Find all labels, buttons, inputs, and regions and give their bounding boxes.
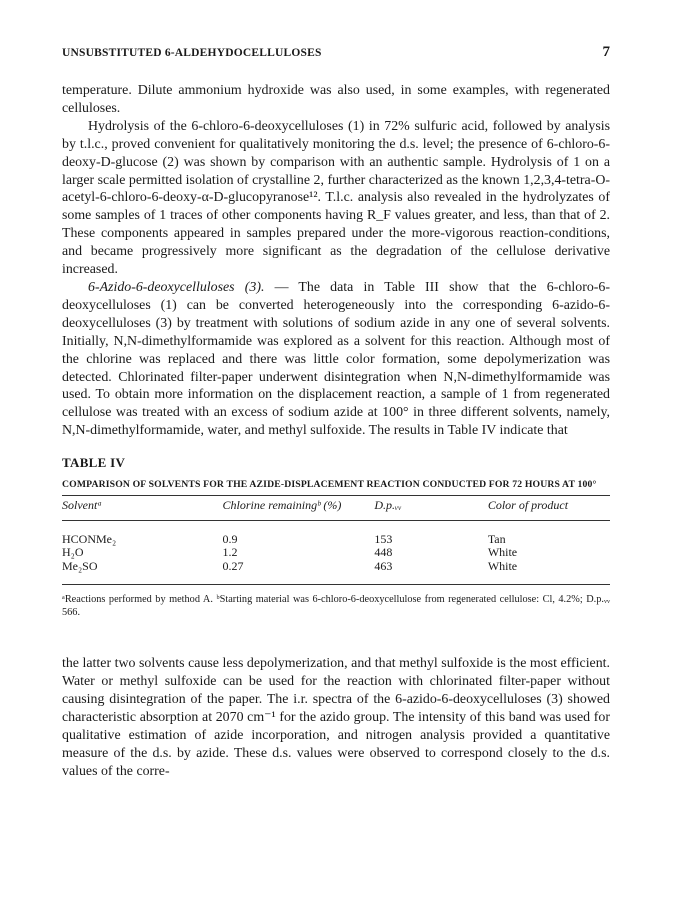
page-number: 7 [602, 44, 610, 60]
body-text-continued [62, 655, 610, 780]
paragraph-4: the latter two solvents cause less depolymerization, and that methyl sulfoxide is the most efficient. Water or methyl sulfoxide can be used for the reaction with chlorinated filter-paper without causing disintegration of the paper. The i.r. spectra of the 6-azido-6-deoxycelluloses (3) showed characteristic absorption at 2070 cm⁻¹ for the azido group. The intensity of this band was used for qualitative estimation of azide incorporation, and nitrogen analysis provided a quantitative measure of the d.s. by azide. These d.s. values were observed to correspond closely to the d.s. values of the corre- [62, 656, 610, 779]
page-header [62, 44, 610, 64]
body-text [62, 82, 610, 440]
cell-solvent: H₂O [62, 545, 84, 560]
cell-chlorine: 1.2 [222, 545, 238, 560]
cell-color: White [487, 558, 518, 573]
running-head: UNSUBSTITUTED 6-ALDEHYDOCELLULOSES [62, 47, 322, 59]
table-header-rule [62, 520, 610, 521]
column-header-dp: D.p.ᵥᵥ [374, 498, 402, 513]
section-heading-azido: 6-Azido-6-deoxycelluloses (3). [88, 279, 265, 295]
cell-solvent: Me₂SO [62, 558, 98, 573]
data-table [62, 496, 610, 573]
cell-color: White [487, 545, 518, 560]
cell-dp: 448 [374, 545, 393, 560]
paragraph-1: temperature. Dilute ammonium hydroxide was also used, in some examples, with regenerated celluloses. [62, 83, 610, 116]
cell-color: Tan [487, 531, 506, 546]
column-header-solvent: Solventᵃ [62, 498, 103, 513]
cell-solvent: HCONMe₂ [62, 531, 117, 546]
table-title: COMPARISON OF SOLVENTS FOR THE AZIDE-DISPLACEMENT REACTION CONDUCTED FOR 72 HOURS AT 100° [62, 479, 597, 491]
paragraph-3 [62, 279, 610, 440]
table-row [62, 560, 610, 574]
cell-chlorine: 0.27 [222, 558, 244, 573]
table-row [62, 546, 610, 560]
table-row [62, 523, 610, 547]
table-bottom-rule [62, 584, 610, 585]
column-header-chlorine: Chlorine remainingᵇ (%) [222, 498, 342, 513]
column-header-color: Color of product [487, 498, 569, 513]
table-iv [62, 455, 610, 619]
table-footnote: ᵃReactions performed by method A. ᵇStarting material was 6-chloro-6-deoxycellulose from regenerated cellulose: Cl, 4.2%; D.p.ᵥᵥ 566. [62, 594, 610, 619]
table-label: TABLE IV [62, 455, 126, 471]
cell-dp: 463 [374, 558, 393, 573]
paragraph-3-text: — The data in Table III show that the 6-chloro-6-deoxycelluloses (1) can be converted heterogeneously into the corresponding 6-azido-6-deoxycelluloses (3) by treatment with solutions of sodium azide in any one of several solvents. Initially, N,N-dimethylformamide was explored as a solvent for this reaction. Although most of the chlorine was replaced and there was little color formation, some depolymerization was detected. Chlorinated filter-paper underwent disintegration when N,N-dimethylformamide was used. To obtain more information on the displacement reaction, a sample of 1 from regenerated cellulose was treated with an excess of sodium azide at 100° in three different solvents, namely, N,N-dimethylformamide, water, and methyl sulfoxide. The results in Table IV indicate that [62, 279, 610, 439]
journal-page [62, 44, 610, 780]
cell-chlorine: 0.9 [222, 531, 238, 546]
paragraph-2: Hydrolysis of the 6-chloro-6-deoxycelluloses (1) in 72% sulfuric acid, followed by analysis by t.l.c., proved convenient for qualitatively monitoring the d.s. level; the presence of 6-chloro-6-deoxy-D-glucose (2) was shown by comparison with an authentic sample. Hydrolysis of 1 on a larger scale permitted isolation of crystalline 2, further characterized as the known 1,2,3,4-tetra-O-acetyl-6-chloro-6-deoxy-α-D-glucopyranose¹². T.l.c. analysis also revealed in the hydrolyzates of some samples of 1 traces of other components having R_F values greater, and less, than that of 2. These components appeared in samples prepared under the more-vigorous reaction-conditions, and became progressively more significant as the degradation of the cellulose derivative increased. [62, 118, 610, 278]
table-header-row [62, 496, 610, 513]
cell-dp: 153 [374, 531, 393, 546]
